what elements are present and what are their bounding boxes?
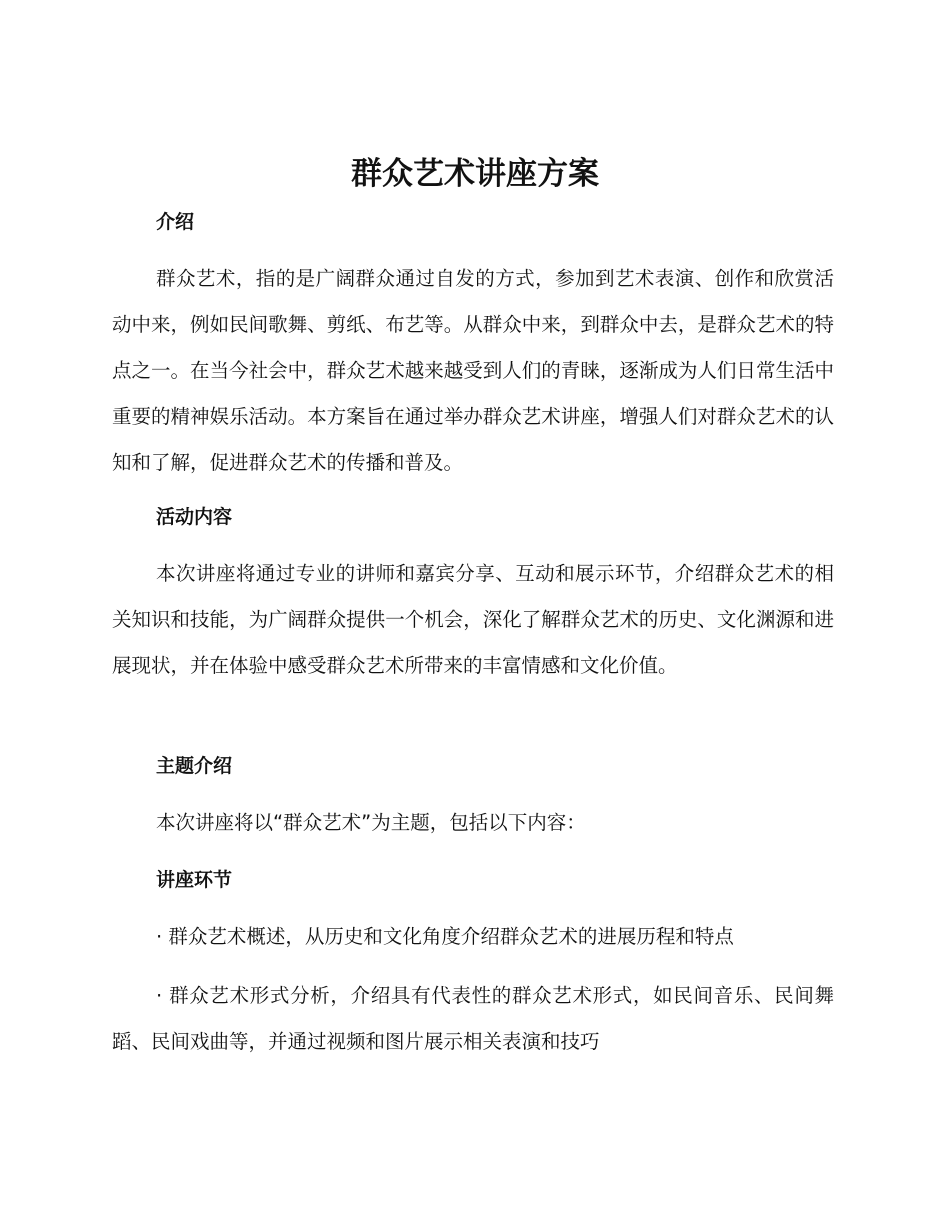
document-title: 群众艺术讲座方案	[351, 156, 599, 192]
list-item-segment-1: · 群众艺术概述，从历史和文化角度介绍群众艺术的进展历程和特点	[156, 925, 734, 948]
section-heading-intro: 介绍	[156, 211, 195, 233]
section-heading-theme: 主题介绍	[156, 755, 233, 777]
list-item-segment-2: · 群众艺术形式分析，介绍具有代表性的群众艺术形式，如民间音乐、民间舞蹈、民间戏曲等，并通过视频和图片展示相关表演和技巧	[112, 984, 834, 1053]
paragraph-intro: 群众艺术，指的是广阔群众通过自发的方式，参加到艺术表演、创作和欣赏活动中来，例如民间歌舞、剪纸、布艺等。从群众中来，到群众中去，是群众艺术的特点之一。在当今社会中，群众艺术越来越受到人们的青睐，逐渐成为人们日常生活中重要的精神娱乐活动。本方案旨在通过举办群众艺术讲座，增强人们对群众艺术的认知和了解，促进群众艺术的传播和普及。	[112, 267, 834, 474]
section-heading-activity: 活动内容	[156, 506, 233, 528]
paragraph-activity: 本次讲座将通过专业的讲师和嘉宾分享、互动和展示环节，介绍群众艺术的相关知识和技能，为广阔群众提供一个机会，深化了解群众艺术的历史、文化渊源和进展现状，并在体验中感受群众艺术所带来的丰富情感和文化价值。	[112, 562, 834, 677]
paragraph-theme: 本次讲座将以“群众艺术”为主题，包括以下内容：	[156, 811, 586, 834]
section-heading-segments: 讲座环节	[156, 869, 233, 891]
